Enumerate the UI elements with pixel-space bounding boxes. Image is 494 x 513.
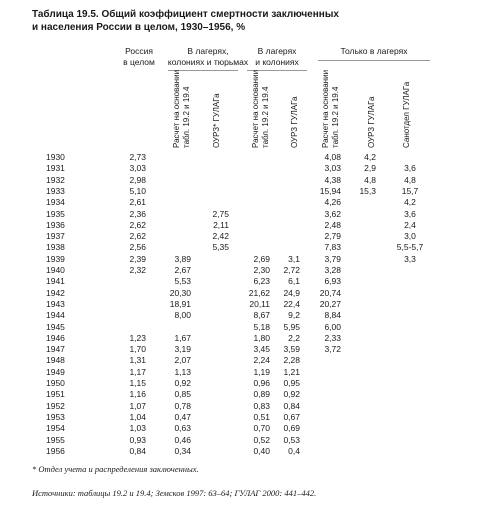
table-title-line-2: и населения России в целом, 1930–1956, %: [32, 22, 246, 33]
table-cell: 8,67: [253, 310, 270, 321]
table-cell: 1,13: [174, 366, 191, 377]
table-cell: 3,79: [324, 253, 341, 264]
row-year: 1945: [46, 321, 65, 332]
row-year: 1955: [46, 434, 65, 445]
row-year: 1942: [46, 287, 65, 298]
table-cell: 1,03: [129, 423, 146, 434]
table-cell: 1,19: [253, 366, 270, 377]
table-cell: 4,8: [364, 174, 376, 185]
table-cell: 2,48: [324, 219, 341, 230]
table-cell: 0,92: [283, 389, 300, 400]
table-cell: 0,67: [283, 411, 300, 422]
table-cell: 0,51: [253, 411, 270, 422]
table-cell: 3,03: [324, 163, 341, 174]
table-cell: 2,2: [288, 332, 300, 343]
table-cell: 0,69: [283, 423, 300, 434]
table-cell: 3,1: [288, 253, 300, 264]
table-cell: 1,04: [129, 411, 146, 422]
table-cell: 0,96: [253, 378, 270, 388]
table-cell: 2,07: [174, 355, 191, 366]
row-year: 1953: [46, 411, 65, 422]
table-cell: 24,9: [283, 287, 300, 298]
row-year: 1943: [46, 298, 65, 309]
table-cell: 4,8: [404, 174, 416, 185]
table-cell: 1,70: [129, 344, 146, 355]
table-cell: 2,4: [404, 219, 416, 230]
table-cell: 0,93: [129, 434, 146, 445]
subheader-sanotdel: Санотдел ГУЛАГа: [402, 81, 411, 148]
header-camps-prisons: В лагерях, колониях и тюрьмах: [167, 46, 249, 67]
table-cell: 5,18: [253, 321, 270, 332]
row-year: 1949: [46, 366, 65, 377]
row-year: 1940: [46, 265, 65, 275]
table-cell: 2,9: [364, 163, 376, 174]
row-year: 1935: [46, 208, 65, 219]
table-cell: 2,39: [129, 253, 146, 264]
table-cell: 4,26: [324, 197, 341, 208]
table-cell: 8,00: [174, 310, 191, 321]
row-year: 1946: [46, 332, 65, 343]
table-cell: 3,62: [324, 208, 341, 219]
table-cell: 1,07: [129, 400, 146, 411]
row-year: 1933: [46, 185, 65, 196]
table-cell: 1,17: [129, 366, 146, 377]
table-cell: 0,92: [174, 378, 191, 388]
table-cell: 3,3: [404, 253, 416, 264]
table-cell: 2,98: [129, 174, 146, 185]
sources: Источники: таблицы 19.2 и 19.4; Земсков 1997: 63–64; ГУЛАГ 2000: 441–442.: [32, 488, 317, 498]
table-cell: 0,47: [174, 411, 191, 422]
row-year: 1944: [46, 310, 65, 321]
table-cell: 20,27: [319, 298, 341, 309]
table-cell: 1,16: [129, 389, 146, 400]
subheader-calc-b: Расчет на основании табл. 19.2 и 19.4: [251, 69, 270, 148]
table-cell: 18,91: [169, 298, 191, 309]
table-cell: 2,42: [212, 231, 229, 242]
table-cell: 20,11: [249, 298, 270, 309]
row-year: 1936: [46, 219, 65, 230]
table-cell: 3,6: [404, 208, 416, 219]
table-cell: 4,2: [404, 197, 416, 208]
table-cell: 0,85: [174, 389, 191, 400]
table-cell: 5,10: [129, 185, 146, 196]
table-cell: 2,61: [129, 197, 146, 208]
row-year: 1952: [46, 400, 65, 411]
table-cell: 6,00: [324, 321, 341, 332]
table-cell: 1,15: [129, 378, 146, 388]
table-cell: 2,36: [129, 208, 146, 219]
table-cell: 21,62: [248, 287, 270, 298]
table-cell: 2,33: [324, 332, 341, 343]
table-cell: 22,4: [283, 298, 300, 309]
row-year: 1934: [46, 197, 65, 208]
table-cell: 0,63: [174, 423, 191, 434]
table-cell: 5,5-5,7: [396, 242, 424, 253]
table-title-line-1: Таблица 19.5. Общий коэффициент смертности заключенных: [32, 9, 339, 20]
row-year: 1930: [46, 152, 65, 162]
header-camps-colonies: В лагерях и колониях: [255, 46, 299, 67]
table-title: [32, 8, 472, 34]
footnote: * Отдел учета и распределения заключенных.: [32, 464, 199, 474]
table-cell: 8,84: [324, 310, 341, 321]
row-year: 1951: [46, 389, 65, 400]
table-cell: 1,31: [129, 355, 146, 366]
table-cell: 5,35: [212, 242, 229, 253]
table-cell: 2,11: [213, 219, 229, 230]
table-cell: 2,62: [129, 231, 146, 242]
table-cell: 0,95: [283, 378, 300, 388]
header-camps-only: Только в лагерях: [340, 46, 408, 56]
table-cell: 0,52: [253, 434, 270, 445]
table-cell: 0,83: [253, 400, 270, 411]
table-cell: 0,84: [129, 445, 146, 456]
table-cell: 15,94: [319, 185, 341, 196]
subheader-ourz-a: ОУРЗ* ГУЛАГа: [212, 93, 221, 148]
table-cell: 3,19: [174, 344, 191, 355]
table-cell: 4,2: [364, 152, 376, 162]
table-cell: 3,03: [129, 163, 146, 174]
table-cell: 2,79: [324, 231, 341, 242]
table-cell: 0,70: [253, 423, 270, 434]
table-cell: 2,28: [283, 355, 300, 366]
row-year: 1932: [46, 174, 65, 185]
table-cell: 2,67: [174, 265, 191, 275]
row-year: 1956: [46, 445, 65, 456]
table-cell: 6,1: [288, 276, 300, 287]
table-cell: 4,08: [324, 152, 341, 162]
table-cell: 7,83: [324, 242, 341, 253]
table-cell: 3,89: [174, 253, 191, 264]
table-cell: 3,59: [283, 344, 300, 355]
table-cell: 2,32: [129, 265, 146, 275]
table-cell: 2,24: [253, 355, 270, 366]
table-cell: 3,28: [324, 265, 341, 275]
table-cell: 6,93: [324, 276, 341, 287]
table-cell: 5,95: [283, 321, 300, 332]
table-cell: 0,53: [283, 434, 300, 445]
table-cell: 0,40: [253, 445, 270, 456]
table-cell: 2,72: [283, 265, 300, 275]
table-cell: 6,23: [253, 276, 270, 287]
table-cell: 15,3: [359, 185, 376, 196]
row-year: 1931: [46, 163, 65, 174]
table-cell: 9,2: [288, 310, 300, 321]
row-year: 1941: [46, 276, 65, 287]
table-cell: 4,38: [324, 174, 341, 185]
table-cell: 0,4: [288, 445, 300, 456]
subheader-calc-c: Расчет на основании табл. 19.2 и 19.4: [321, 69, 340, 148]
table-cell: 5,53: [174, 276, 191, 287]
table-cell: 0,89: [253, 389, 270, 400]
table-cell: 3,72: [324, 344, 341, 355]
table-cell: 2,56: [129, 242, 146, 253]
table-cell: 2,75: [212, 208, 229, 219]
table-cell: 2,30: [253, 265, 270, 275]
subheader-calc-a: Расчет на основании табл. 19.2 и 19.4: [172, 69, 191, 148]
row-year: 1937: [46, 231, 65, 242]
table-cell: 1,23: [129, 332, 146, 343]
row-year: 1938: [46, 242, 65, 253]
row-year: 1954: [46, 423, 65, 434]
subheader-ourz-c: ОУРЗ ГУЛАГа: [367, 96, 376, 148]
table-cell: 0,78: [174, 400, 191, 411]
row-year: 1950: [46, 378, 65, 388]
table-cell: 2,69: [253, 253, 270, 264]
table-cell: 3,6: [404, 163, 416, 174]
table-cell: 20,30: [169, 287, 191, 298]
table-cell: 0,46: [174, 434, 191, 445]
table-cell: 20,74: [319, 287, 341, 298]
header-russia: Россия в целом: [123, 46, 155, 67]
table-cell: 2,73: [129, 152, 146, 162]
table-cell: 3,45: [253, 344, 270, 355]
table-cell: 0,34: [174, 445, 191, 456]
table-cell: 2,62: [129, 219, 146, 230]
table-cell: 1,21: [283, 366, 300, 377]
table-cell: 3,0: [404, 231, 416, 242]
table-cell: 1,67: [174, 332, 191, 343]
table-cell: 15,7: [401, 185, 419, 196]
row-year: 1947: [46, 344, 65, 355]
row-year: 1948: [46, 355, 65, 366]
row-year: 1939: [46, 253, 65, 264]
header-rule-camps-only: [318, 60, 430, 61]
subheader-ourz-b: ОУРЗ ГУЛАГа: [290, 96, 299, 148]
table-cell: 0,84: [283, 400, 300, 411]
table-cell: 1,80: [253, 332, 270, 343]
